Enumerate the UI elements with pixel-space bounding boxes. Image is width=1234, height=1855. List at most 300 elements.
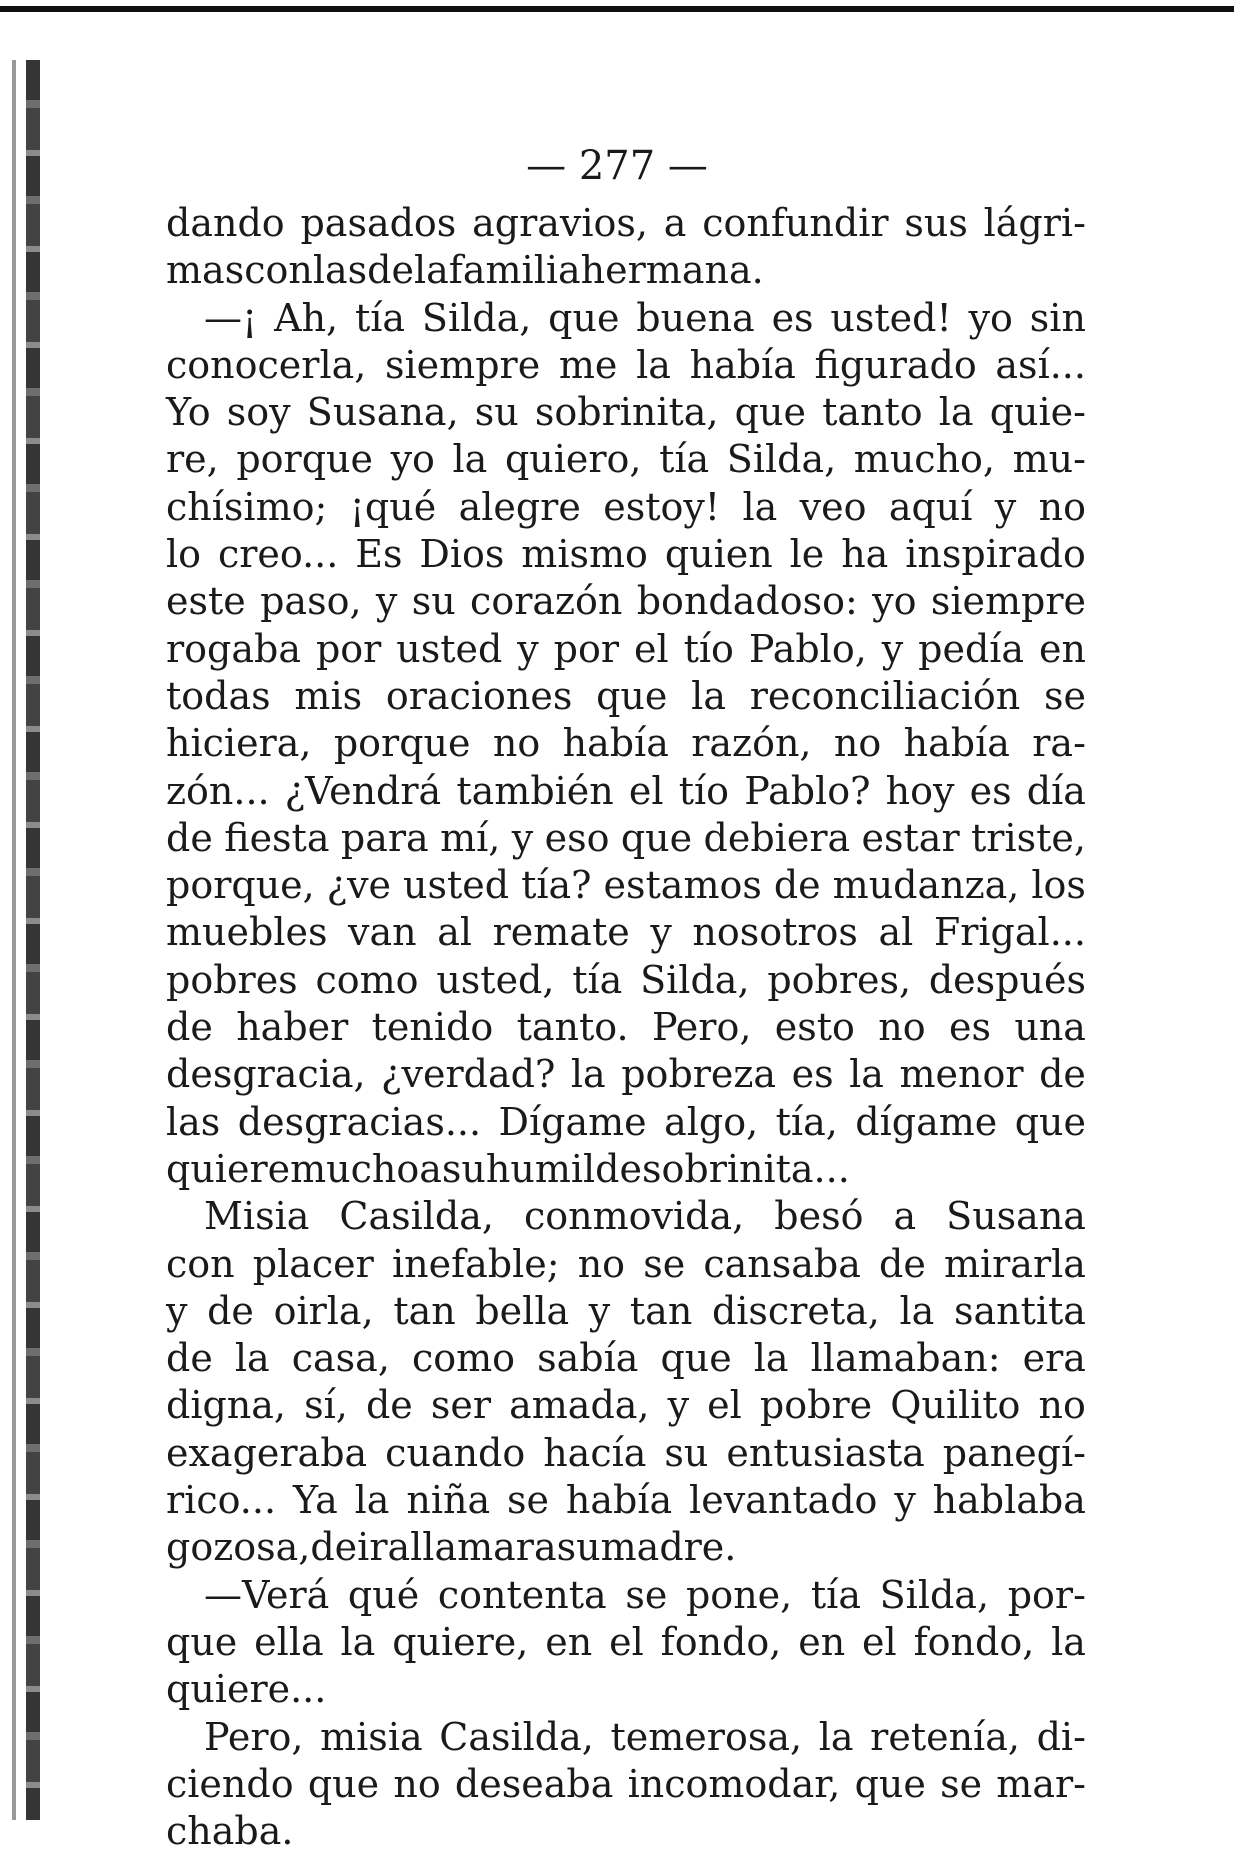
word: quiero, bbox=[504, 437, 642, 482]
word: deseaba bbox=[454, 1761, 614, 1806]
text-line bbox=[166, 247, 1086, 294]
word: pobres, bbox=[767, 957, 912, 1002]
word: entusiasta bbox=[726, 1430, 925, 1475]
word: siempre bbox=[930, 579, 1086, 624]
word: temerosa, bbox=[610, 1714, 803, 1759]
word: inefable; bbox=[391, 1241, 560, 1286]
word: su bbox=[441, 1146, 486, 1191]
text-line bbox=[166, 720, 1086, 767]
text-line bbox=[166, 1051, 1086, 1098]
word: tía? bbox=[521, 863, 592, 908]
word: porque bbox=[236, 437, 373, 482]
word: dígame bbox=[855, 1099, 998, 1144]
word: las bbox=[312, 248, 368, 293]
word: es bbox=[969, 768, 1012, 813]
word: veo bbox=[799, 484, 867, 529]
word: la bbox=[938, 390, 974, 435]
word: no bbox=[492, 721, 541, 766]
book-spine-shadow bbox=[26, 60, 40, 1820]
word: la bbox=[691, 673, 726, 718]
word: Susana bbox=[946, 1194, 1086, 1239]
text-line bbox=[166, 1761, 1086, 1808]
word: tanto. bbox=[516, 1005, 629, 1050]
word: mucho bbox=[290, 1146, 420, 1191]
word: discreta, bbox=[711, 1288, 880, 1333]
text-line bbox=[166, 673, 1086, 720]
word: agravios, bbox=[472, 201, 648, 245]
word: humilde bbox=[485, 1146, 642, 1191]
word: tía bbox=[659, 437, 710, 482]
word: —Verá bbox=[204, 1572, 330, 1617]
word: una bbox=[1014, 1005, 1086, 1050]
word: lo bbox=[166, 532, 202, 577]
word: se bbox=[940, 1761, 983, 1806]
word: qué bbox=[347, 1572, 420, 1617]
word: que bbox=[307, 1761, 380, 1806]
word: no bbox=[1038, 484, 1086, 529]
word: y bbox=[517, 626, 539, 671]
word: es bbox=[771, 295, 814, 340]
word: quien bbox=[664, 532, 773, 577]
word: ¡qué bbox=[349, 484, 437, 529]
text-line bbox=[166, 531, 1086, 578]
word: de bbox=[166, 1005, 213, 1050]
word: sí, bbox=[304, 1383, 348, 1428]
word: las bbox=[166, 1099, 221, 1144]
text-line bbox=[166, 1808, 1086, 1855]
word: casa, bbox=[291, 1336, 390, 1381]
text-line bbox=[166, 1288, 1086, 1335]
word: de bbox=[207, 1288, 254, 1333]
word: el bbox=[633, 626, 669, 671]
word: dando bbox=[166, 201, 285, 245]
word: fondo, bbox=[913, 1619, 1035, 1664]
word: la bbox=[849, 1052, 884, 1097]
text-line bbox=[166, 1477, 1086, 1524]
word: el bbox=[707, 1383, 742, 1428]
text-line bbox=[166, 1382, 1086, 1429]
word: buena bbox=[636, 295, 755, 340]
word: había bbox=[565, 1478, 673, 1523]
word: Misia bbox=[204, 1194, 310, 1239]
word: su bbox=[664, 1430, 709, 1475]
word: y bbox=[881, 626, 904, 671]
word: y bbox=[511, 815, 534, 860]
word: no bbox=[833, 721, 882, 766]
word: no bbox=[577, 1241, 626, 1286]
word: corazón bbox=[470, 579, 623, 624]
word: había bbox=[689, 342, 796, 387]
word: santita bbox=[953, 1288, 1086, 1333]
word: Silda, bbox=[879, 1572, 990, 1617]
word: Frigal... bbox=[933, 910, 1086, 955]
word: oraciones bbox=[385, 673, 573, 718]
word: usted, bbox=[436, 957, 555, 1002]
word: digna, bbox=[166, 1383, 287, 1428]
word: que bbox=[734, 390, 806, 435]
word: haber bbox=[236, 1005, 349, 1050]
word: los bbox=[1031, 863, 1086, 908]
word: algo, bbox=[664, 1099, 759, 1144]
text-line bbox=[166, 626, 1086, 673]
text-line bbox=[166, 957, 1086, 1004]
word: había bbox=[903, 721, 1010, 766]
word: chísimo; bbox=[166, 484, 328, 529]
word: al bbox=[437, 910, 473, 955]
word: la bbox=[570, 1052, 606, 1097]
word: a bbox=[387, 1525, 411, 1570]
text-line bbox=[166, 436, 1086, 483]
word: la bbox=[1051, 1619, 1086, 1664]
word: Silda, bbox=[421, 295, 532, 340]
word: para bbox=[340, 815, 429, 860]
word: en bbox=[545, 1619, 593, 1664]
word: aquí bbox=[888, 484, 973, 529]
binding-edge bbox=[12, 60, 16, 1820]
word: pasados bbox=[300, 201, 457, 245]
word: sus bbox=[904, 201, 968, 245]
word: que bbox=[1014, 1099, 1086, 1144]
word: tío bbox=[678, 768, 730, 813]
word: Pero, bbox=[204, 1714, 304, 1759]
word: chaba. bbox=[166, 1809, 294, 1854]
word: así... bbox=[995, 342, 1086, 387]
word: llamaban: bbox=[810, 1336, 1001, 1381]
word: incomodar, bbox=[627, 1761, 841, 1806]
word: contenta bbox=[437, 1572, 607, 1617]
word: que bbox=[620, 815, 693, 860]
word: había bbox=[562, 721, 669, 766]
word: y bbox=[166, 1288, 188, 1333]
word: triste, bbox=[971, 815, 1086, 860]
text-line bbox=[166, 484, 1086, 531]
word: sin bbox=[1029, 295, 1086, 340]
word: Ah, bbox=[274, 295, 339, 340]
word: usted bbox=[396, 626, 503, 671]
word: ¿verdad? bbox=[381, 1052, 556, 1097]
word: cansaba bbox=[703, 1241, 861, 1286]
word: Silda, bbox=[726, 437, 837, 482]
word: siempre bbox=[385, 342, 541, 387]
word: hermana. bbox=[580, 248, 764, 293]
text-line bbox=[166, 1714, 1086, 1761]
page-number: — 277 — bbox=[526, 143, 708, 189]
word: paso, bbox=[260, 579, 362, 624]
text-line bbox=[166, 389, 1086, 436]
word: es bbox=[791, 1052, 834, 1097]
word: la bbox=[899, 1288, 935, 1333]
word: oirla, bbox=[273, 1288, 374, 1333]
word: nosotros bbox=[692, 910, 858, 955]
word: estar bbox=[861, 815, 960, 860]
word: alegre bbox=[458, 484, 581, 529]
word: llamar bbox=[410, 1525, 534, 1570]
word: yo bbox=[390, 437, 435, 482]
word: es bbox=[949, 1005, 991, 1050]
text-line bbox=[166, 1524, 1086, 1571]
text-line bbox=[166, 578, 1086, 625]
word: desgracias... bbox=[237, 1099, 482, 1144]
word: mar- bbox=[996, 1761, 1086, 1806]
word: y bbox=[894, 1478, 916, 1523]
word: rogaba bbox=[166, 626, 302, 671]
word: ciendo bbox=[166, 1761, 294, 1806]
word: con bbox=[244, 248, 313, 293]
word: porque bbox=[333, 721, 471, 766]
word: estamos bbox=[603, 863, 762, 908]
word: su bbox=[556, 1525, 601, 1570]
word: Pablo, bbox=[748, 626, 867, 671]
word: se bbox=[625, 1572, 668, 1617]
word: usted! bbox=[830, 295, 952, 340]
word: amada, bbox=[509, 1383, 650, 1428]
text-line bbox=[166, 1430, 1086, 1477]
word: que bbox=[596, 673, 668, 718]
word: como bbox=[411, 1336, 516, 1381]
word: tenido bbox=[371, 1005, 494, 1050]
word: y bbox=[667, 1383, 690, 1428]
word: Dígame bbox=[498, 1099, 647, 1144]
word: tanto bbox=[822, 390, 923, 435]
word: ha bbox=[841, 532, 889, 577]
word: lágri- bbox=[983, 201, 1086, 245]
word: en bbox=[1039, 626, 1086, 671]
word: rico... bbox=[166, 1478, 277, 1523]
word: estoy! bbox=[603, 484, 721, 529]
word: inspirado bbox=[905, 532, 1086, 577]
word: mí, bbox=[440, 815, 501, 860]
word: fondo, bbox=[660, 1619, 782, 1664]
word: ¿Vendrá bbox=[284, 768, 442, 813]
word: de bbox=[1039, 1052, 1086, 1097]
word: zón... bbox=[166, 768, 270, 813]
text-line bbox=[166, 1099, 1086, 1146]
word: Casilda, bbox=[339, 1194, 494, 1239]
word: su bbox=[411, 579, 456, 624]
word: la bbox=[340, 1619, 376, 1664]
word: se bbox=[643, 1241, 686, 1286]
word: el bbox=[609, 1619, 644, 1664]
word: cuando bbox=[385, 1430, 526, 1475]
word: conmovida, bbox=[524, 1194, 745, 1239]
word: a bbox=[533, 1525, 557, 1570]
word: razón, bbox=[691, 721, 812, 766]
word: la bbox=[452, 437, 488, 482]
word: pobre bbox=[759, 1383, 873, 1428]
word: Dios bbox=[419, 532, 505, 577]
word: a bbox=[893, 1194, 917, 1239]
word: debiera bbox=[703, 815, 851, 860]
word: quie- bbox=[989, 390, 1086, 435]
word: le bbox=[789, 532, 825, 577]
word: sobrinita, bbox=[534, 390, 719, 435]
body-text bbox=[166, 200, 1086, 1855]
word: Pero, bbox=[651, 1005, 752, 1050]
word: mu- bbox=[1012, 437, 1086, 482]
text-line bbox=[166, 768, 1086, 815]
word: ra- bbox=[1032, 721, 1086, 766]
word: hiciera, bbox=[166, 721, 312, 766]
text-line bbox=[166, 1004, 1086, 1051]
text-line bbox=[166, 1335, 1086, 1382]
word: no bbox=[1038, 1383, 1086, 1428]
word: era bbox=[1022, 1336, 1086, 1381]
text-line bbox=[166, 1666, 1086, 1713]
word: de bbox=[773, 863, 821, 908]
word: ella bbox=[254, 1619, 324, 1664]
word: de bbox=[367, 248, 414, 293]
text-line bbox=[166, 200, 1086, 247]
text-line bbox=[166, 295, 1086, 342]
word: se bbox=[507, 1478, 549, 1523]
word: tía bbox=[354, 295, 406, 340]
word: y bbox=[375, 579, 398, 624]
word: y bbox=[588, 1288, 611, 1333]
word: que bbox=[660, 1336, 732, 1381]
word: tío bbox=[683, 626, 734, 671]
word: tan bbox=[629, 1288, 693, 1333]
word: me bbox=[558, 342, 618, 387]
word: pedía bbox=[918, 626, 1025, 671]
word: la bbox=[818, 1714, 854, 1759]
word: usted bbox=[403, 863, 510, 908]
word: van bbox=[348, 910, 417, 955]
word: sobrinita... bbox=[641, 1146, 850, 1191]
word: Silda, bbox=[640, 957, 750, 1002]
word: levantado bbox=[689, 1478, 878, 1523]
word: de bbox=[310, 1525, 358, 1570]
word: ¿ve bbox=[326, 863, 392, 908]
word: porque, bbox=[166, 863, 315, 908]
text-line bbox=[166, 1241, 1086, 1288]
word: quiere, bbox=[392, 1619, 529, 1664]
word: mismo bbox=[521, 532, 648, 577]
word: besó bbox=[774, 1194, 864, 1239]
word: se bbox=[1044, 673, 1086, 718]
word: creo... bbox=[217, 532, 339, 577]
word: re, bbox=[166, 437, 219, 482]
word: yo bbox=[968, 295, 1013, 340]
word: exageraba bbox=[166, 1430, 368, 1475]
word: después bbox=[928, 957, 1086, 1002]
word: que bbox=[854, 1761, 926, 1806]
word: bondadoso: bbox=[636, 579, 858, 624]
word: la bbox=[413, 248, 449, 293]
word: mudanza, bbox=[832, 863, 1020, 908]
word: que bbox=[548, 295, 620, 340]
word: gozosa, bbox=[166, 1525, 311, 1570]
word: Susana, bbox=[306, 390, 459, 435]
word: de bbox=[879, 1241, 926, 1286]
word: conocerla, bbox=[166, 342, 367, 387]
word: pobres bbox=[166, 957, 298, 1002]
word: ser bbox=[430, 1383, 492, 1428]
word: no bbox=[878, 1005, 926, 1050]
word: soy bbox=[226, 390, 291, 435]
word: tan bbox=[393, 1288, 456, 1333]
word: Ya bbox=[292, 1478, 338, 1523]
word: remate bbox=[492, 910, 630, 955]
word: mis bbox=[294, 673, 363, 718]
word: tía, bbox=[775, 1099, 838, 1144]
word: muebles bbox=[166, 910, 328, 955]
word: quiere... bbox=[166, 1667, 327, 1712]
word: no bbox=[393, 1761, 441, 1806]
word: al bbox=[878, 910, 914, 955]
text-line bbox=[166, 1572, 1086, 1619]
word: la bbox=[636, 342, 671, 387]
word: tía bbox=[572, 957, 623, 1002]
word: por- bbox=[1007, 1572, 1086, 1617]
word: a bbox=[663, 201, 687, 245]
word: mas bbox=[166, 248, 245, 293]
text-line bbox=[166, 1619, 1086, 1666]
word: día bbox=[1026, 768, 1086, 813]
top-border-rule bbox=[0, 6, 1234, 12]
word: menor bbox=[899, 1052, 1024, 1097]
word: sabía bbox=[537, 1336, 639, 1381]
word: de bbox=[166, 815, 213, 860]
word: mirarla bbox=[943, 1241, 1086, 1286]
word: hoy bbox=[885, 768, 955, 813]
word: bella bbox=[475, 1288, 570, 1333]
word: di- bbox=[1036, 1714, 1086, 1759]
word: ir bbox=[357, 1525, 388, 1570]
text-line bbox=[166, 862, 1086, 909]
word: mucho, bbox=[853, 437, 996, 482]
word: y bbox=[650, 910, 672, 955]
word: familia bbox=[448, 248, 581, 293]
word: de bbox=[365, 1383, 413, 1428]
word: pobreza bbox=[621, 1052, 777, 1097]
word: en bbox=[798, 1619, 846, 1664]
text-line bbox=[166, 815, 1086, 862]
text-line bbox=[166, 342, 1086, 389]
word: tía bbox=[810, 1572, 861, 1617]
word: Casilda, bbox=[439, 1714, 594, 1759]
word: panegí- bbox=[942, 1430, 1086, 1475]
word: yo bbox=[872, 579, 917, 624]
word: desgracia, bbox=[166, 1052, 366, 1097]
word: el bbox=[862, 1619, 897, 1664]
word: todas bbox=[166, 673, 271, 718]
word: madre. bbox=[600, 1525, 737, 1570]
word: su bbox=[474, 390, 519, 435]
word: Quilito bbox=[890, 1383, 1021, 1428]
word: confundir bbox=[702, 201, 889, 245]
word: Es bbox=[355, 532, 403, 577]
word: la bbox=[753, 1336, 789, 1381]
word: eso bbox=[544, 815, 610, 860]
word: figurado bbox=[814, 342, 977, 387]
word: la bbox=[354, 1478, 390, 1523]
text-line bbox=[166, 1193, 1086, 1240]
text-line bbox=[166, 909, 1086, 956]
word: este bbox=[166, 579, 246, 624]
word: la bbox=[742, 484, 778, 529]
word: de bbox=[166, 1336, 213, 1381]
word: pone, bbox=[685, 1572, 793, 1617]
word: como bbox=[315, 957, 419, 1002]
word: Yo bbox=[166, 390, 211, 435]
word: fiesta bbox=[224, 815, 330, 860]
word: hacía bbox=[543, 1430, 647, 1475]
word: con bbox=[166, 1241, 235, 1286]
text-line bbox=[166, 1146, 1086, 1193]
word: misia bbox=[320, 1714, 423, 1759]
word: a bbox=[419, 1146, 442, 1191]
word: por bbox=[553, 626, 620, 671]
